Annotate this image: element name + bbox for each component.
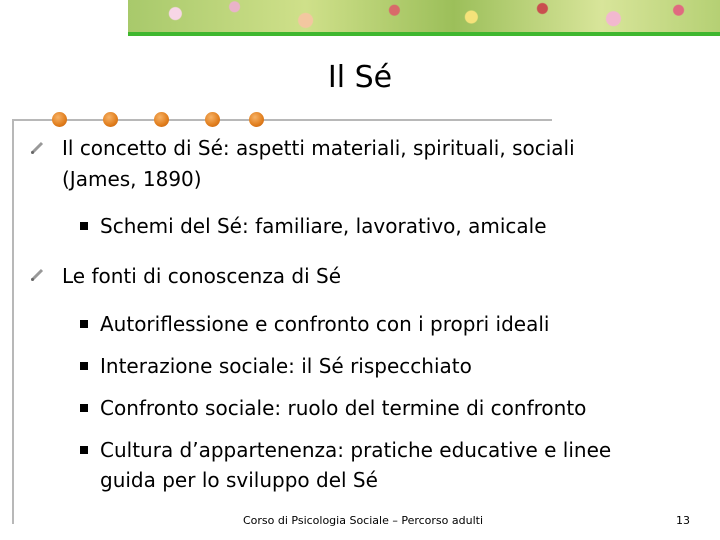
square-bullet-icon [80, 222, 88, 230]
sub-bullet-text: Schemi del Sé: familiare, lavorativo, amicale [100, 214, 547, 238]
sub-bullet-text: Confronto sociale: ruolo del termine di confronto [100, 396, 587, 420]
banner-green-line [128, 32, 720, 36]
slide-footer: Corso di Psicologia Sociale – Percorso adulti [242, 514, 484, 527]
divider-dot [103, 112, 118, 127]
pencil-bullet-icon [30, 268, 44, 282]
bullet-text: Il concetto di Sé: aspetti materiali, spirituali, sociali [62, 136, 575, 160]
bullet-text: Le fonti di conoscenza di Sé [62, 264, 342, 288]
divider-dot [249, 112, 264, 127]
sub-bullet-text: Interazione sociale: il Sé rispecchiato [100, 354, 472, 378]
title-divider [12, 119, 552, 121]
pencil-bullet-icon [30, 141, 44, 155]
slide-title: Il Sé [327, 60, 393, 95]
decorative-flower-banner [128, 0, 720, 34]
sub-bullet-text-continued: guida per lo sviluppo del Sé [100, 468, 378, 492]
square-bullet-icon [80, 362, 88, 370]
sub-bullet-text: Autoriflessione e confronto con i propri ideali [100, 312, 550, 336]
bullet-text-continued: (James, 1890) [62, 167, 202, 191]
sub-bullet-text: Cultura d’appartenenza: pratiche educative e linee [100, 438, 612, 462]
square-bullet-icon [80, 320, 88, 328]
divider-dot [52, 112, 67, 127]
divider-dot [154, 112, 169, 127]
page-number: 13 [676, 514, 690, 527]
square-bullet-icon [80, 404, 88, 412]
square-bullet-icon [80, 446, 88, 454]
divider-dot [205, 112, 220, 127]
left-divider [12, 119, 14, 524]
